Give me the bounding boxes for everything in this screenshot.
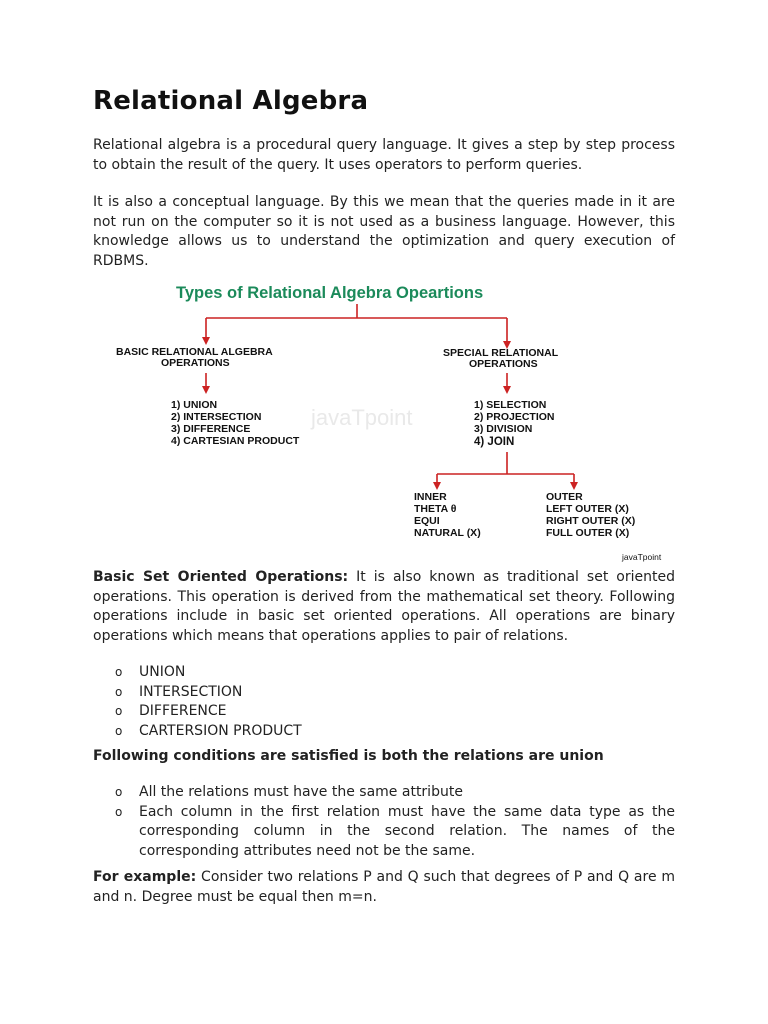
basic-item: 4) CARTESIAN PRODUCT (171, 435, 300, 447)
page-title: Relational Algebra (93, 86, 369, 116)
special-item: 4) JOIN (474, 436, 515, 448)
list-item-label: All the relations must have the same attribute (139, 784, 463, 800)
special-heading-line2: OPERATIONS (469, 358, 538, 370)
basic-item: 2) INTERSECTION (171, 411, 262, 423)
basic-items (171, 399, 300, 447)
bullet-mark: o (115, 723, 123, 738)
concept-paragraph: It is also a conceptual language. By this we mean that the queries made in it are not run on the computer so it is not used as a business language. However, this knowledge allows us to understand the optimization and query execution of RDBMS. (93, 194, 675, 269)
bullet-mark: o (115, 684, 123, 699)
outer-item: LEFT OUTER (X) (546, 503, 629, 515)
list-item (93, 663, 675, 683)
list-item-label: UNION (139, 664, 186, 680)
inner-item: EQUI (414, 515, 440, 527)
top-connector (206, 304, 507, 345)
bullet-mark: o (115, 785, 123, 799)
conditions-list (93, 783, 675, 861)
bullet-mark: o (115, 704, 123, 718)
basic-set-label: Basic Set Oriented Operations: (93, 569, 349, 585)
inner-item: THETA θ (414, 503, 457, 515)
example-text: Consider two relations P and Q such that degrees of P and Q are m and n. Degree must be equal then m=n. (93, 869, 676, 905)
outer-join-items (546, 491, 635, 539)
basic-heading-line2: OPERATIONS (161, 357, 230, 369)
bullet-mark: o (115, 804, 123, 819)
inner-item: NATURAL (X) (414, 527, 481, 539)
inner-item: INNER (414, 491, 447, 503)
special-item: 1) SELECTION (474, 399, 547, 411)
bullet-mark: o (115, 665, 123, 679)
list-item-label: INTERSECTION (139, 683, 243, 700)
special-items (474, 399, 555, 448)
heading-arrows (206, 373, 507, 390)
watermark: javaTpoint (311, 405, 413, 430)
set-operations-list (93, 663, 675, 741)
outer-item: FULL OUTER (X) (546, 527, 630, 539)
basic-item: 3) DIFFERENCE (171, 423, 251, 435)
basic-item: 1) UNION (171, 399, 218, 411)
basic-set-text: It is also known as traditional set oriented operations. This operation is derived from the mathematical set theory. Following operations include in basic set oriented operations. All operations are binary operations which means that operations applies to pair of relations. (93, 569, 675, 644)
list-item-label: CARTERSION PRODUCT (139, 722, 302, 739)
outer-item: RIGHT OUTER (X) (546, 515, 636, 527)
inner-join-items (414, 491, 481, 539)
list-item (93, 722, 675, 742)
list-item-label: Each column in the first relation must have the same data type as the corresponding column in the second relation. The names of the corresponding attributes need not be the same. (139, 803, 675, 859)
list-item (93, 803, 675, 862)
list-item (93, 702, 675, 722)
special-heading-line1: SPECIAL RELATIONAL (443, 347, 559, 359)
list-item (93, 783, 675, 803)
basic-set-paragraph (93, 568, 675, 646)
basic-heading-line1: BASIC RELATIONAL ALGEBRA (116, 346, 273, 358)
join-connector (437, 452, 574, 486)
diagram-title: Types of Relational Algebra Opeartions (176, 284, 484, 302)
special-item: 3) DIVISION (474, 423, 533, 435)
conditions-heading: Following conditions are satisfied is both the relations are union (93, 748, 604, 764)
example-paragraph (93, 868, 675, 907)
outer-item: OUTER (546, 491, 583, 503)
intro-paragraph: Relational algebra is a procedural query language. It gives a step by step process to obtain the result of the query. It uses operators to perform queries. (93, 137, 675, 173)
list-item-label: DIFFERENCE (139, 703, 227, 719)
diagram-credit: javaTpoint (622, 552, 662, 562)
list-item (93, 683, 675, 703)
special-item: 2) PROJECTION (474, 411, 555, 423)
example-label: For example: (93, 869, 197, 885)
relational-algebra-diagram (93, 278, 693, 568)
